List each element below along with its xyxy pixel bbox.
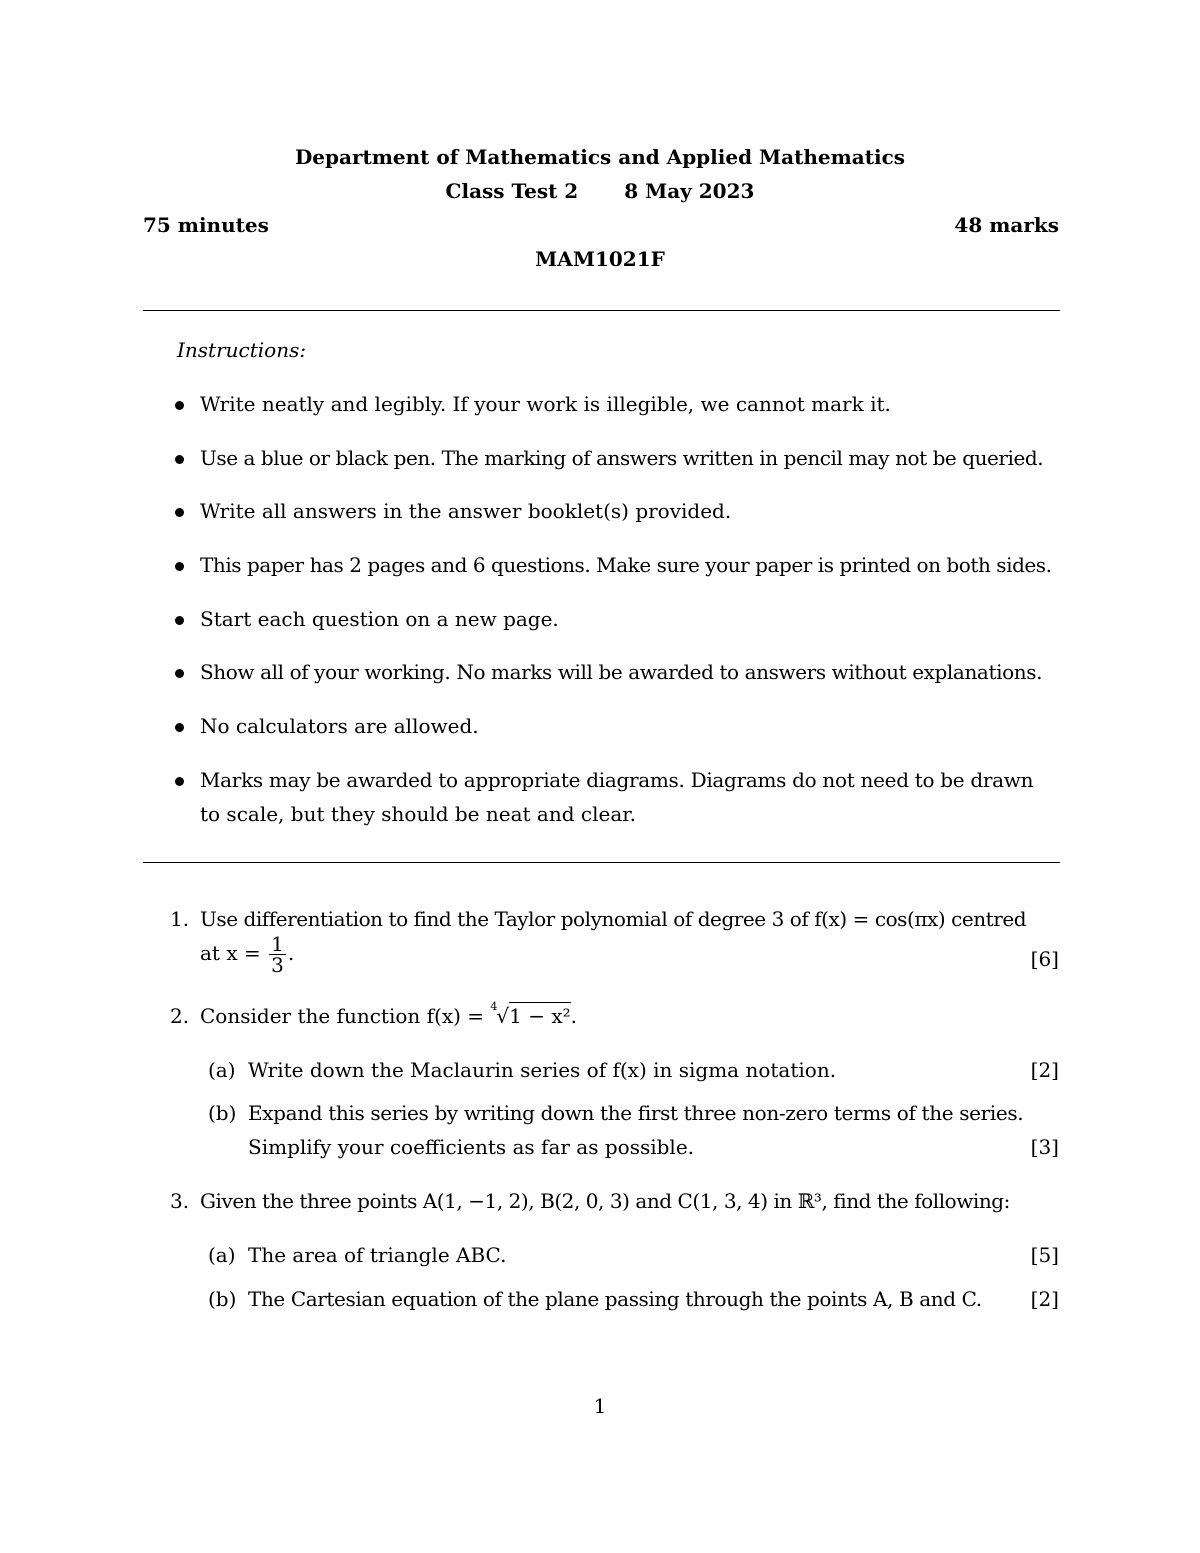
question-3b-text: The Cartesian equation of the plane passing through the points A, B and C. [248, 1287, 982, 1311]
question-3-number: 3. [170, 1189, 190, 1213]
radicand: 1 − x² [509, 1004, 571, 1028]
bullet-icon [175, 723, 184, 732]
instruction-item-continuation: to scale, but they should be neat and clear. [200, 802, 636, 826]
page-number: 1 [593, 1394, 607, 1418]
question-2a-label: (a) [208, 1058, 236, 1082]
bullet-icon [175, 455, 184, 464]
question-3a-marks: [5] [1030, 1243, 1059, 1267]
instruction-item: Start each question on a new page. [200, 607, 559, 631]
instruction-item: Marks may be awarded to appropriate diagrams. Diagrams do not need to be drawn [200, 768, 1034, 792]
question-2-number: 2. [170, 1004, 190, 1028]
instruction-item: No calculators are allowed. [200, 714, 479, 738]
course-code: MAM1021F [535, 247, 665, 271]
question-1-number: 1. [170, 907, 190, 931]
fraction-numerator: 1 [271, 932, 284, 956]
question-1-line2 [200, 934, 294, 975]
question-2a-marks: [2] [1030, 1058, 1059, 1082]
total-marks: 48 marks [954, 213, 1059, 237]
test-date: 8 May 2023 [624, 179, 755, 203]
top-divider [143, 310, 1060, 311]
bottom-divider [143, 862, 1060, 863]
question-2b-text-continuation: Simplify your coefficients as far as possible. [248, 1135, 695, 1159]
instruction-item: Use a blue or black pen. The marking of answers written in pencil may not be queried. [200, 446, 1044, 470]
bullet-icon [175, 401, 184, 410]
fourth-root [490, 1000, 571, 1028]
question-2a-text: Write down the Maclaurin series of f(x) in sigma notation. [248, 1058, 837, 1082]
instruction-item: Write neatly and legibly. If your work is illegible, we cannot mark it. [200, 392, 891, 416]
question-2-text [200, 1000, 578, 1028]
question-1-period: . [287, 941, 295, 965]
question-2b-marks: [3] [1030, 1135, 1059, 1159]
question-1-at: at x = [200, 941, 261, 965]
question-3-text: Given the three points A(1, −1, 2), B(2, 0, 3) and C(1, 3, 4) in ℝ³, find the following: [200, 1189, 1010, 1213]
instruction-item: Show all of your working. No marks will be awarded to answers without explanations. [200, 660, 1043, 684]
fraction [269, 934, 286, 975]
question-3b-label: (b) [208, 1287, 237, 1311]
instruction-item: Write all answers in the answer booklet(s) provided. [200, 499, 732, 523]
bullet-icon [175, 508, 184, 517]
question-3b-marks: [2] [1030, 1287, 1059, 1311]
test-name: Class Test 2 [445, 179, 579, 203]
question-2b-label: (b) [208, 1101, 237, 1125]
question-1-marks: [6] [1030, 947, 1059, 971]
bullet-icon [175, 777, 184, 786]
question-2b-text: Expand this series by writing down the first three non-zero terms of the series. [248, 1101, 1024, 1125]
question-3a-text: The area of triangle ABC. [248, 1243, 507, 1267]
instruction-item: This paper has 2 pages and 6 questions. Make sure your paper is printed on both sides. [200, 553, 1052, 577]
department-title: Department of Mathematics and Applied Mathematics [294, 145, 906, 169]
test-title-line [0, 179, 1200, 203]
fraction-denominator: 3 [271, 953, 284, 977]
question-3a-label: (a) [208, 1243, 236, 1267]
question-2-intro: Consider the function f(x) = [200, 1004, 485, 1028]
bullet-icon [175, 562, 184, 571]
instructions-title: Instructions: [177, 338, 307, 362]
root-sign: √ [496, 1004, 510, 1028]
question-1-text: Use differentiation to find the Taylor polynomial of degree 3 of f(x) = cos(πx) centred [200, 907, 1027, 931]
root-index: 4 [490, 1000, 498, 1013]
question-2-period: . [570, 1004, 578, 1028]
bullet-icon [175, 616, 184, 625]
bullet-icon [175, 669, 184, 678]
duration: 75 minutes [143, 213, 269, 237]
